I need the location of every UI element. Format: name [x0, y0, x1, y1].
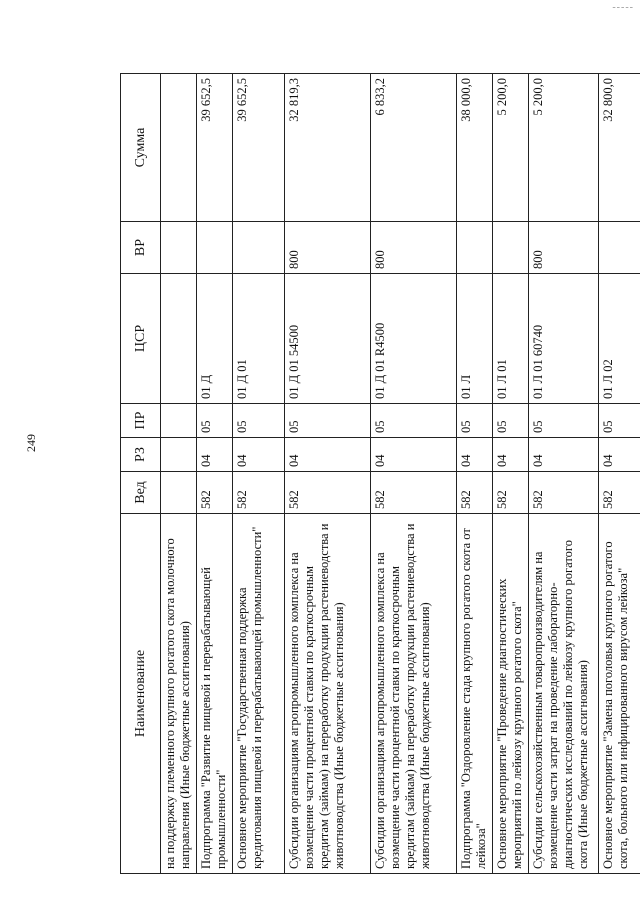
header-name: Наименование [121, 514, 161, 874]
cell-name: Основное мероприятие "Проведение диагностических мероприятий по лейкозу крупного рогатого скота" [493, 514, 529, 874]
cell-pr: 05 [457, 404, 493, 438]
cell-sum: 5 200,0 [493, 74, 529, 222]
cell-rz: 04 [529, 438, 599, 472]
cell-name: Основное мероприятие "Замена поголовья крупного рогатого скота, больного или инфицированного вирусом лейкоза" [599, 514, 640, 874]
cell-rz: 04 [493, 438, 529, 472]
table-row [457, 74, 493, 874]
header-rz: РЗ [121, 438, 161, 472]
cell-sum [161, 74, 197, 222]
header-csr: ЦСР [121, 274, 161, 404]
rotated-table-container [120, 74, 630, 874]
cell-pr: 05 [599, 404, 640, 438]
cell-ved: 582 [599, 472, 640, 514]
corner-mark: ----- [612, 2, 634, 13]
cell-pr: 05 [233, 404, 285, 438]
cell-pr: 05 [371, 404, 457, 438]
cell-csr: 01 Д 01 54500 [285, 274, 371, 404]
cell-name: Подпрограмма "Развитие пищевой и перерабатывающей промышленности" [197, 514, 233, 874]
cell-csr: 01 Л 01 60740 [529, 274, 599, 404]
cell-name: на поддержку племенного крупного рогатого скота молочного направления (Иные бюджетные ассигнования) [161, 514, 197, 874]
cell-rz: 04 [457, 438, 493, 472]
cell-sum: 6 833,2 [371, 74, 457, 222]
table-row [161, 74, 197, 874]
cell-vr [457, 222, 493, 274]
cell-name: Субсидии организациям агропромышленного комплекса на возмещение части процентной ставки по краткосрочным кредитам (займам) на переработку продукции растениеводства и животноводства (Иные бюджетные ассигнования) [285, 514, 371, 874]
cell-pr: 05 [529, 404, 599, 438]
table-row [529, 74, 599, 874]
cell-sum: 32 800,0 [599, 74, 640, 222]
cell-vr [197, 222, 233, 274]
cell-sum: 38 000,0 [457, 74, 493, 222]
header-sum: Сумма [121, 74, 161, 222]
cell-name: Подпрограмма "Оздоровление стада крупного рогатого скота от лейкоза" [457, 514, 493, 874]
cell-csr: 01 Д 01 [233, 274, 285, 404]
cell-rz: 04 [197, 438, 233, 472]
header-vr: ВР [121, 222, 161, 274]
cell-ved: 582 [285, 472, 371, 514]
cell-sum: 39 652,5 [233, 74, 285, 222]
cell-sum: 5 200,0 [529, 74, 599, 222]
cell-name: Субсидии организациям агропромышленного комплекса на возмещение части процентной ставки по краткосрочным кредитам (займам) на переработку продукции растениеводства и животноводства (Иные бюджетные ассигнования) [371, 514, 457, 874]
cell-sum: 39 652,5 [197, 74, 233, 222]
cell-pr: 05 [493, 404, 529, 438]
cell-ved: 582 [493, 472, 529, 514]
cell-pr: 05 [197, 404, 233, 438]
cell-rz: 04 [371, 438, 457, 472]
cell-vr [233, 222, 285, 274]
table-row [197, 74, 233, 874]
header-ved: Вед [121, 472, 161, 514]
table-header [121, 74, 161, 874]
header-pr: ПР [121, 404, 161, 438]
table-row [493, 74, 529, 874]
cell-ved: 582 [457, 472, 493, 514]
cell-vr: 800 [285, 222, 371, 274]
table-row [285, 74, 371, 874]
cell-csr: 01 Д 01 R4500 [371, 274, 457, 404]
table-row [233, 74, 285, 874]
cell-name: Субсидии сельскохозяйственным товаропроизводителям на возмещение части затрат на проведение лабораторно-диагностических исследований по лейкозу крупного рогатого скота (Иные бюджетные ассигнования) [529, 514, 599, 874]
cell-vr: 800 [529, 222, 599, 274]
cell-vr [493, 222, 529, 274]
cell-pr: 05 [285, 404, 371, 438]
cell-rz [161, 438, 197, 472]
cell-vr: 800 [371, 222, 457, 274]
cell-ved: 582 [529, 472, 599, 514]
cell-csr: 01 Л 01 [493, 274, 529, 404]
cell-csr: 01 Л 02 [599, 274, 640, 404]
cell-sum: 32 819,3 [285, 74, 371, 222]
cell-csr: 01 Д [197, 274, 233, 404]
cell-vr [161, 222, 197, 274]
cell-csr: 01 Л [457, 274, 493, 404]
cell-rz: 04 [285, 438, 371, 472]
table-row [371, 74, 457, 874]
cell-ved [161, 472, 197, 514]
cell-csr [161, 274, 197, 404]
cell-ved: 582 [371, 472, 457, 514]
cell-pr [161, 404, 197, 438]
cell-rz: 04 [233, 438, 285, 472]
cell-rz: 04 [599, 438, 640, 472]
page-number: 249 [24, 434, 38, 452]
cell-ved: 582 [233, 472, 285, 514]
cell-name: Основное мероприятие "Государственная поддержка кредитования пищевой и перерабатывающей промышленности" [233, 514, 285, 874]
budget-table [120, 73, 640, 874]
cell-vr [599, 222, 640, 274]
cell-ved: 582 [197, 472, 233, 514]
table-row [599, 74, 640, 874]
